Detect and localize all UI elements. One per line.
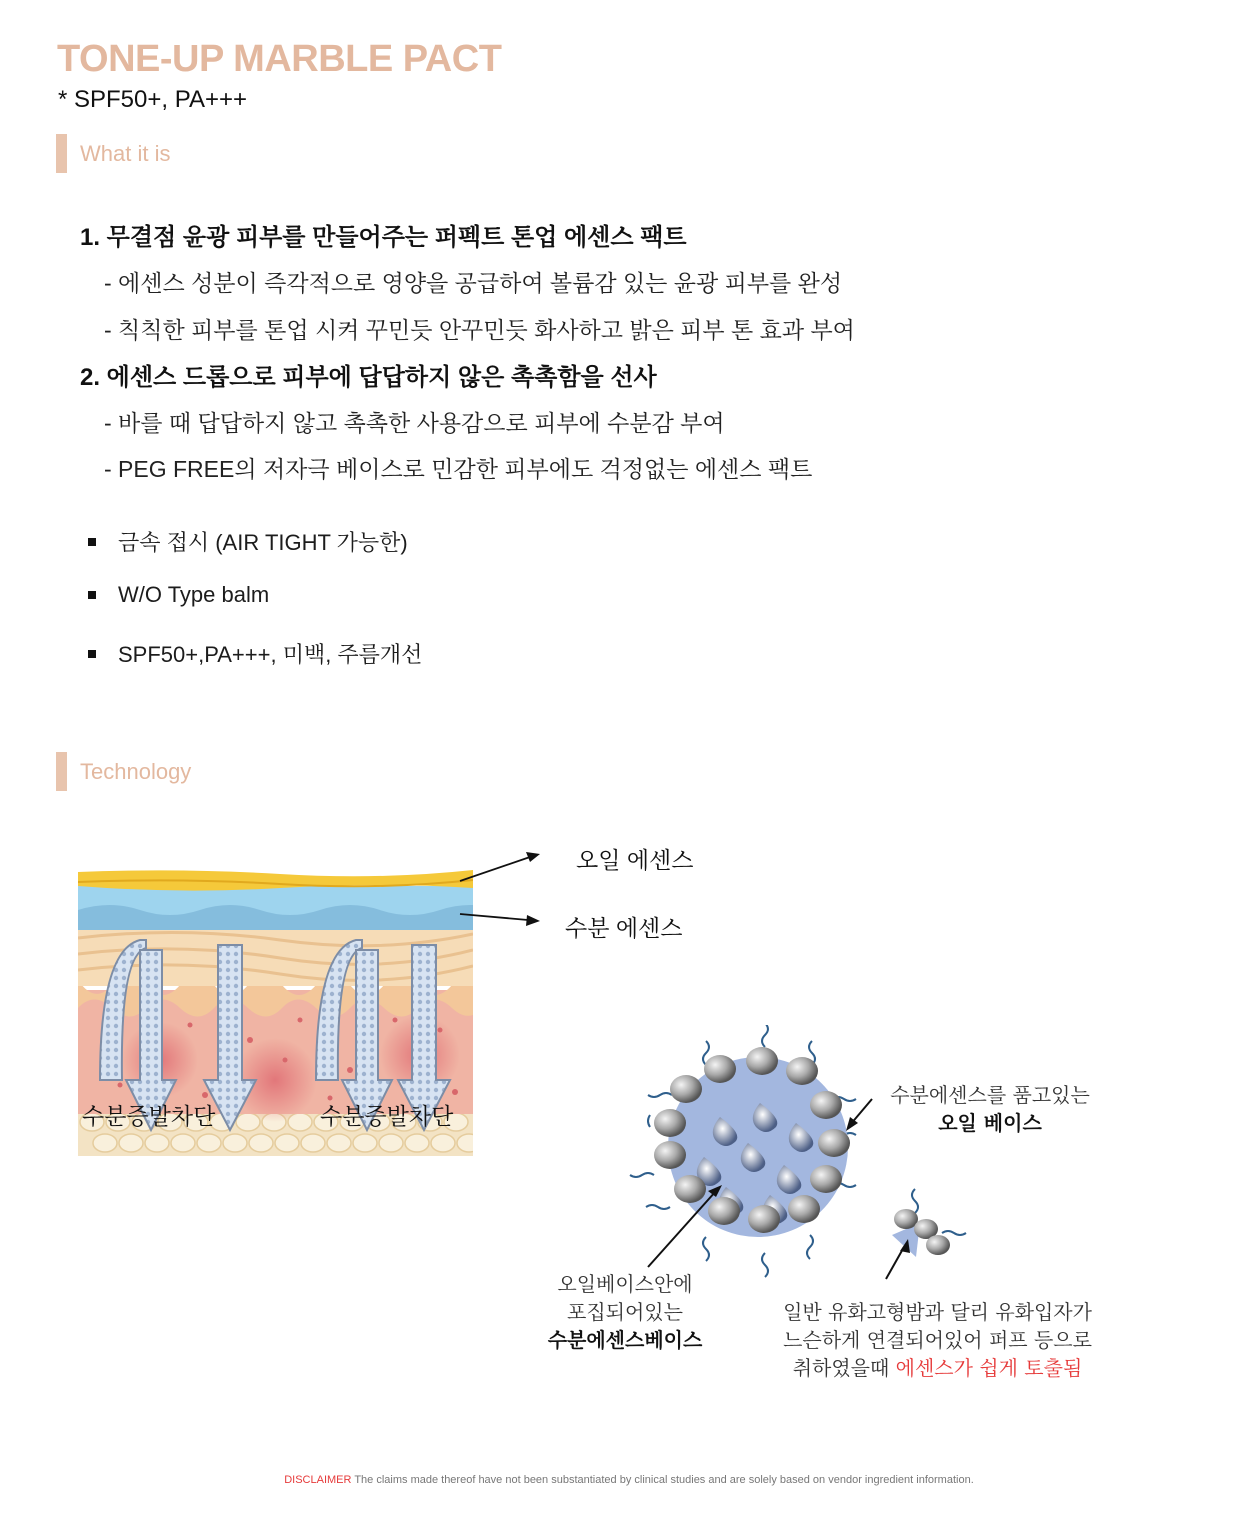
bullet-item [88,582,269,608]
feature-detail: - PEG FREE의 저자극 베이스로 민감한 피부에도 걱정없는 에센스 팩트 [104,456,813,482]
evaporation-block-label-right: 수분증발차단 [320,1103,454,1129]
bullet-item [88,638,422,669]
caption-line: 수분에센스를 품고있는 [890,1083,1090,1107]
bullet-item [88,526,408,557]
oil-base-caption [860,1081,1120,1137]
bullet-text: 금속 접시 (AIR TIGHT 가능한) [118,530,408,555]
feature-detail: - 바를 때 답답하지 않고 촉촉한 사용감으로 피부에 수분감 부여 [104,410,725,436]
caption-line: 느슨하게 연결되어있어 퍼프 등으로 [783,1328,1092,1352]
section-accent-bar [56,134,67,173]
caption-line: 포집되어있는 [567,1300,683,1324]
caption-line [860,1109,1120,1137]
disclaimer-text: The claims made thereof have not been substantiated by clinical studies and are solely based on vendor ingredient information. [354,1474,974,1486]
water-essence-base-caption [520,1270,730,1354]
caption-line: 일반 유화고형밤과 달리 유화입자가 [783,1300,1092,1324]
product-spf-subtitle: * SPF50+, PA+++ [58,86,248,113]
evaporation-block-label-left: 수분증발차단 [82,1103,216,1129]
bullet-square-icon [88,650,96,658]
caption-plain: 취하였을때 [792,1356,890,1380]
section-label: What it is [80,140,171,166]
bullet-square-icon [88,591,96,599]
emulsion-particle-illustration [620,1025,980,1295]
caption-line: 오일베이스안에 [557,1272,693,1296]
disclaimer [0,1474,1258,1486]
section-accent-bar [56,752,67,791]
feature-detail: - 칙칙한 피부를 톤업 시켜 꾸민듯 안꾸민듯 화사하고 밝은 피부 톤 효과 부여 [104,317,855,343]
section-label: Technology [80,758,192,784]
caption-line [765,1354,1110,1382]
caption-bold: 수분에센스베이스 [547,1328,703,1352]
section-header-technology [56,752,191,791]
bullet-square-icon [88,538,96,546]
bullet-text: SPF50+,PA+++, 미백, 주름개선 [118,642,423,667]
disclaimer-label: DISCLAIMER [284,1474,352,1486]
water-essence-label: 수분 에센스 [565,915,683,941]
bullet-text: W/O Type balm [118,582,270,607]
caption-highlight: 에센스가 쉽게 토출됨 [895,1356,1083,1380]
caption-bold: 오일 베이스 [938,1111,1042,1135]
oil-essence-label: 오일 에센스 [576,847,694,873]
product-title: TONE-UP MARBLE PACT [57,38,502,80]
feature-heading-2: 2. 에센스 드롭으로 피부에 답답하지 않은 촉촉함을 선사 [80,364,657,391]
feature-detail: - 에센스 성분이 즉각적으로 영양을 공급하여 볼륨감 있는 윤광 피부를 완성 [104,270,843,296]
emulsion-caption [765,1298,1110,1382]
caption-line [520,1326,730,1354]
feature-heading-1: 1. 무결점 윤광 피부를 만들어주는 퍼펙트 톤업 에센스 팩트 [80,224,687,251]
section-header-what-it-is [56,134,170,173]
